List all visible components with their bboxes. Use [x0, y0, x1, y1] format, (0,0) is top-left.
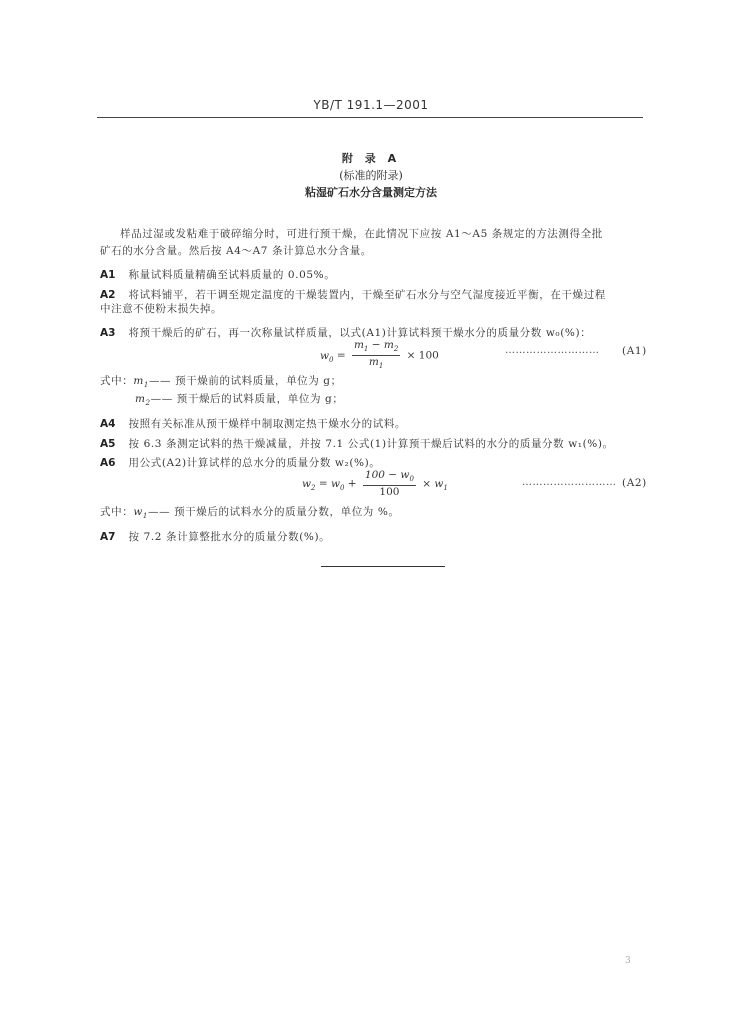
eq1-tag: (A1) — [622, 345, 647, 357]
step-a1-label: A1 — [100, 269, 116, 281]
where2-w1: 式中：$w_1——$ 预干燥后的试料水分的质量分数，单位为 %。 — [100, 506, 400, 521]
step-a2-text-line-1: 将试料铺平，若干调至规定温度的干燥装置内，干燥至矿石水分与空气湿度接近平衡，在干燥过程 — [128, 289, 606, 301]
appendix-type: (标准的附录) — [339, 169, 403, 182]
step-a6-text: 用公式(A2)计算试样的总水分的质量分数 w₂(%)。 — [128, 457, 381, 469]
step-a7 — [100, 525, 330, 544]
page-number: 3 — [625, 956, 631, 966]
eq2-times: × $w_1$ — [422, 477, 448, 492]
intro-line-2: 矿石的水分含量。然后按 A4～A7 条计算总水分含量。 — [100, 245, 372, 257]
step-a5 — [100, 432, 614, 451]
step-a1 — [100, 263, 335, 282]
standard-code: YB/T 191.1—2001 — [313, 98, 429, 112]
step-a2-label: A2 — [100, 289, 116, 301]
step-a4 — [100, 412, 406, 431]
step-a7-label: A7 — [100, 531, 116, 543]
where1-m2: $m_2——$ 预干燥后的试料质量，单位为 g； — [135, 393, 344, 408]
step-a2-text-line-2: 中注意不使粉末损失掉。 — [100, 303, 223, 315]
header-divider — [97, 117, 643, 118]
eq1-fraction: $\frac{m_1 - m_2}{m_1}$ — [353, 339, 399, 371]
step-a3-text: 将预干燥后的矿石，再一次称量试样质量，以式(A1)计算试料预干燥水分的质量分数 w₀(%)： — [128, 327, 592, 339]
step-a5-text: 按 6.3 条测定试料的热干燥减量，并按 7.1 公式(1)计算预干燥后试料的水分的质量分数 w₁(%)。 — [128, 438, 614, 450]
step-a1-text: 称量试料质量精确至试料质量的 0.05%。 — [128, 269, 336, 281]
equation-a1: $w_0$ = $\frac{m_1 - m_2}{m_1}$ × 100 — [320, 339, 439, 371]
step-a6 — [100, 451, 380, 470]
eq2-lhs: $w_2$ — [302, 477, 316, 492]
appendix-title: 粘湿矿石水分含量测定方法 — [305, 186, 437, 199]
step-a6-label: A6 — [100, 457, 116, 469]
step-a4-label: A4 — [100, 418, 116, 430]
eq2-leader-dots: ……………………… — [522, 477, 617, 488]
intro-line-1: 样品过湿或发粘难于破碎缩分时，可进行预干燥，在此情况下应按 A1～A5 条规定的方法测得全批 — [120, 228, 603, 240]
step-a3-label: A3 — [100, 327, 116, 339]
eq2-rhs-a: $w_0$ — [330, 477, 345, 492]
step-a4-text: 按照有关标准从预干燥样中制取测定热干燥水分的试料。 — [128, 418, 407, 430]
equation-a2: $w_2 = w_0$ + $\frac{100 - w_0}{100}$ × $w_1$ — [302, 469, 448, 499]
eq2-fraction: $\frac{100 - w_0}{100}$ — [364, 469, 414, 499]
end-divider — [321, 566, 445, 567]
eq2-tag: (A2) — [622, 477, 647, 489]
step-a7-text: 按 7.2 条计算整批水分的质量分数(%)。 — [128, 531, 331, 543]
eq1-times: × 100 — [406, 349, 439, 362]
eq1-lhs: $w_0$ — [320, 349, 334, 364]
appendix-label: 附 录 A — [341, 152, 401, 165]
step-a3 — [100, 321, 591, 340]
step-a2 — [100, 283, 606, 302]
where1-m1: 式中：$m_1——$ 预干燥前的试料质量，单位为 g； — [100, 375, 342, 390]
step-a5-label: A5 — [100, 438, 116, 450]
eq1-leader-dots: ……………………… — [505, 345, 600, 356]
